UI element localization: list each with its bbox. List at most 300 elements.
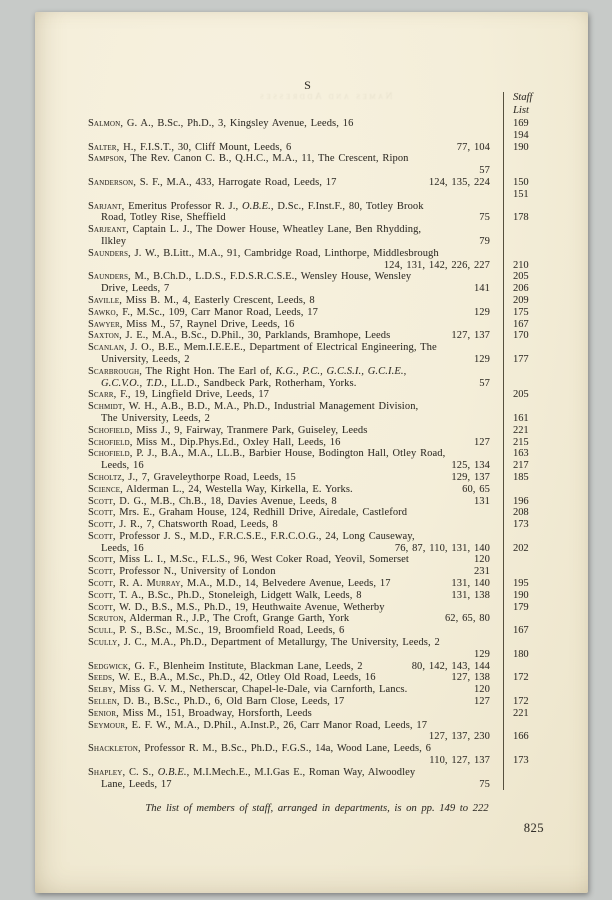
entry-main [88, 165, 490, 177]
entry-staff-list-number: 221 [503, 708, 546, 720]
entry-text-segment: , Miss J., 9, Fairway, Tranmere Park, Guiseley, Leeds [129, 424, 368, 436]
entry-name: Senior [88, 707, 117, 719]
entry-name: Scholtz [88, 471, 122, 483]
entry-name: Schofield [88, 436, 130, 448]
entry-line [88, 708, 546, 720]
entry-line [88, 684, 546, 696]
entry-name: Salter [88, 141, 117, 153]
entry-text-segment: , Alderman L., 24, Westella Way, Kirkella, E. Yorks. [120, 483, 353, 495]
entry-staff-list-number [503, 236, 546, 248]
entry-name: Sarjeant [88, 224, 127, 236]
entry-text-segment: , P. J., B.A., M.A., LL.B., Barbier House, Bodington Hall, Otley Road, [129, 448, 446, 460]
entry-line [88, 401, 546, 413]
entry-line [88, 201, 546, 213]
entry-page-refs: 75 [479, 212, 490, 224]
entry-line [88, 472, 546, 484]
entry-text [88, 578, 391, 590]
entry-staff-list-number: 195 [503, 578, 546, 590]
entry-main [88, 696, 490, 708]
entry-line [88, 720, 546, 732]
entry-staff-list-number: 150 [503, 177, 546, 189]
entry-line [88, 283, 546, 295]
entry-main [88, 354, 490, 366]
entry-line [88, 448, 546, 460]
entry-text-segment: , The Rev. Canon C. B., Q.H.C., M.A., 11, The Crescent, Ripon [124, 153, 409, 165]
entry-page-refs: 141 [473, 283, 490, 295]
entry-text [88, 224, 421, 236]
entry-page-refs: 129 [473, 648, 490, 660]
entry-staff-list-number: 217 [503, 460, 546, 472]
entry-main [88, 437, 490, 449]
entry-staff-list-number: 167 [503, 625, 546, 637]
footer-note: The list of members of staff, arranged in departments, is on pp. 149 to 222 [145, 803, 489, 815]
entry-page-refs [344, 625, 490, 637]
entry-text-segment: , Miss G. V. M., Netherscar, Chapel-le-Dale, via Carnforth, Lancs. [112, 684, 408, 696]
entry-page-refs [439, 248, 490, 260]
column-header-spacer [88, 92, 490, 105]
entry-text-segment: , D. G., M.B., Ch.B., 18, Davies Avenue, Leeds, 8 [112, 495, 337, 507]
entry-main [88, 613, 490, 625]
entry-line [88, 165, 546, 177]
entry-text-segment: , J. E., M.A., B.Sc., D.Phil., 30, Parklands, Bramhope, Leeds [119, 330, 391, 342]
entry-page-refs: 127, 137, 230 [428, 731, 490, 743]
entry-main [88, 590, 490, 602]
entry-main [88, 731, 490, 743]
entry-staff-list-number: 215 [503, 437, 546, 449]
entry-staff-list-number: 208 [503, 507, 546, 519]
entry-line [88, 755, 546, 767]
document-page [35, 12, 588, 893]
entry-line [88, 531, 546, 543]
entry-page-refs [88, 130, 490, 142]
entry-staff-list-number: 173 [503, 755, 546, 767]
entry-text [88, 460, 144, 472]
entry-staff-list-number [503, 378, 546, 390]
entry-text-segment: , R. A. [112, 578, 147, 590]
entry-text [88, 472, 296, 484]
entry-staff-list-number [503, 153, 546, 165]
entry-text [88, 448, 445, 460]
entry-staff-list-number [503, 224, 546, 236]
entry-text [88, 507, 407, 519]
entry-main [88, 248, 490, 260]
entry-name: Sanderson [88, 176, 134, 188]
entry-main [88, 484, 490, 496]
entry-staff-list-number [503, 767, 546, 779]
entry-text-segment: , S. F., M.A., 433, Harrogate Road, Leeds, 17 [133, 176, 337, 188]
entry-staff-list-number: 172 [503, 672, 546, 684]
entry-page-refs [409, 153, 490, 165]
entry-staff-list-number: 209 [503, 295, 546, 307]
entry-line [88, 224, 546, 236]
entry-name: Saville [88, 294, 120, 306]
entry-page-refs: 60, 65 [462, 483, 490, 495]
section-letter: S [304, 78, 312, 92]
entry-main [88, 283, 490, 295]
entry-line [88, 767, 546, 779]
entry-staff-list-number: 185 [503, 472, 546, 484]
entry-lines [88, 118, 546, 790]
entry-text [88, 543, 144, 555]
entry-text [88, 708, 312, 720]
entry-staff-list-number: 167 [503, 319, 546, 331]
entry-text-segment: , J. C., M.A., Ph.D., Department of Metallurgy, The University, Leeds, 2 [117, 637, 440, 649]
entry-line [88, 554, 546, 566]
entry-text-segment: Ilkley [101, 235, 127, 247]
entry-line [88, 248, 546, 260]
entry-main [88, 496, 490, 508]
entry-page-refs: 129 [473, 306, 490, 318]
entry-text-segment: , Captain L. J., The Dower House, Wheatley Lane, Ben Rhydding, [126, 224, 422, 236]
entry-text-segment: , LL.D., Sandbeck Park, Rotherham, Yorks. [164, 377, 357, 389]
entry-staff-list-number: 190 [503, 590, 546, 602]
entry-main [88, 142, 490, 154]
entry-main [88, 578, 490, 590]
entry-name: Salmon [88, 118, 121, 129]
entry-text-segment: , G. F., Blenheim Institute, Blackman Lane, Leeds, 2 [128, 660, 363, 672]
entry-text [88, 696, 344, 708]
entry-page-refs [315, 295, 490, 307]
entry-staff-list-number [503, 248, 546, 260]
entry-text [88, 767, 415, 779]
entry-line [88, 613, 546, 625]
entry-name: Scull [88, 625, 113, 637]
entry-line [88, 425, 546, 437]
entry-staff-list-number [503, 531, 546, 543]
entry-main [88, 118, 490, 130]
entry-text [88, 672, 376, 684]
entry-text [88, 153, 409, 165]
entry-text [88, 283, 169, 295]
entry-line [88, 602, 546, 614]
entry-text [88, 684, 407, 696]
entry-main [88, 472, 490, 484]
entry-text-segment: , W. H., A.B., B.D., M.A., Ph.D., Industrial Management Division, [122, 401, 419, 413]
entry-text [88, 637, 440, 649]
entry-name: Shapley [88, 766, 123, 778]
entry-line [88, 649, 546, 661]
entry-name: Sawko [88, 306, 116, 318]
entry-staff-list-number: 161 [503, 413, 546, 425]
entry-text-segment: , Miss M., 151, Broadway, Horsforth, Leeds [116, 707, 312, 719]
entry-page-refs [418, 401, 490, 413]
entry-main [88, 531, 490, 543]
entry-name: Selby [88, 684, 113, 696]
entry-text-segment: , The Right Hon. The Earl of, [139, 365, 276, 377]
entry-text [88, 590, 362, 602]
entry-line [88, 731, 546, 743]
entry-name: Saxton [88, 330, 120, 342]
entry-staff-list-number: 221 [503, 425, 546, 437]
entry-name: Seymour [88, 719, 126, 731]
entry-page-refs [278, 519, 490, 531]
entry-main [88, 708, 490, 720]
entry-line [88, 330, 546, 342]
entry-page-refs [294, 319, 490, 331]
entry-staff-list-number: 196 [503, 496, 546, 508]
entry-page-refs: 125, 134 [451, 460, 490, 472]
entry-text [88, 484, 353, 496]
entry-text [88, 271, 411, 283]
entry-staff-list-number: 190 [503, 142, 546, 154]
entry-line [88, 543, 546, 555]
entry-line [88, 354, 546, 366]
entry-text-segment: , Miss M., 57, Raynel Drive, Leeds, 16 [119, 318, 295, 330]
entry-staff-list-number: 170 [503, 330, 546, 342]
entry-text-segment: G.C.V.O., T.D. [101, 377, 165, 389]
entry-staff-list-number: 180 [503, 649, 546, 661]
entry-page-refs: 127, 138 [451, 672, 490, 684]
entry-name: Murray [146, 578, 181, 590]
entry-staff-list-number: 169 [503, 118, 546, 130]
entry-text [88, 743, 431, 755]
entry-main [88, 342, 490, 354]
entry-name: Shackleton [88, 743, 138, 755]
entry-text-segment: , P. S., B.Sc., M.Sc., 19, Broomfield Road, Leeds, 6 [112, 625, 345, 637]
column-header-spacer [88, 105, 490, 118]
entry-staff-list-number: 205 [503, 389, 546, 401]
entry-line [88, 484, 546, 496]
entry-page-refs [269, 389, 490, 401]
staff-directory-list [88, 92, 546, 790]
entry-main [88, 389, 490, 401]
entry-main [88, 684, 490, 696]
entry-main [88, 519, 490, 531]
entry-main [88, 201, 490, 213]
entry-line [88, 236, 546, 248]
entry-line [88, 295, 546, 307]
entry-line [88, 496, 546, 508]
entry-main [88, 153, 490, 165]
entry-name: Sawyer [88, 318, 120, 330]
entry-text-segment: , J. O., B.E., Mem.I.E.E.E., Department of Electrical Engineering, The [124, 342, 437, 354]
entry-text [88, 354, 190, 366]
entry-main [88, 307, 490, 319]
entry-page-refs: 129, 137 [451, 471, 490, 483]
entry-main [88, 637, 490, 649]
entry-line [88, 342, 546, 354]
entry-staff-list-number: 163 [503, 448, 546, 460]
entry-page-refs [312, 708, 490, 720]
entry-text [88, 779, 172, 791]
entry-text-segment: , M.I.Mech.E., M.I.Gas E., Roman Way, Alwoodley [186, 766, 416, 778]
entry-text-segment: , Professor J. S., M.D., F.R.C.S.E., F.R.C.O.G., 24, Long Causeway, [112, 530, 415, 542]
entry-line [88, 319, 546, 331]
entry-staff-list-number [503, 342, 546, 354]
entry-line [88, 366, 546, 378]
entry-main [88, 755, 490, 767]
entry-page-refs: 76, 87, 110, 131, 140 [394, 542, 490, 554]
entry-main [88, 672, 490, 684]
entry-name: Sampson [88, 153, 125, 165]
entry-text-segment: Lane, Leeds, 17 [101, 778, 172, 790]
entry-page-refs [210, 413, 490, 425]
entry-main [88, 743, 490, 755]
entry-page-refs: 62, 65, 80 [444, 613, 490, 625]
entry-page-refs [415, 767, 490, 779]
entry-main [88, 130, 490, 142]
entry-name: Scott [88, 554, 113, 566]
entry-main [88, 767, 490, 779]
entry-text-segment: , Miss M., Dip.Phys.Ed., Oxley Hall, Leeds, 16 [129, 436, 341, 448]
entry-main [88, 260, 490, 272]
entry-page-refs: 129 [473, 353, 490, 365]
entry-page-refs [424, 201, 490, 213]
entry-staff-list-number: 206 [503, 283, 546, 295]
entry-text-segment: The University, Leeds, 2 [101, 412, 210, 424]
entry-text-segment: K.G., P.C., G.C.S.I., G.C.I.E., [275, 365, 407, 377]
entry-text [88, 437, 341, 449]
entry-main [88, 448, 490, 460]
entry-name: Saunders [88, 271, 129, 283]
entry-staff-list-number [503, 401, 546, 413]
entry-page-refs [353, 118, 490, 130]
page-content [88, 78, 546, 836]
entry-staff-list-number [503, 779, 546, 791]
entry-text [88, 330, 390, 342]
entry-page-refs [421, 224, 490, 236]
entry-main [88, 295, 490, 307]
entry-line [88, 118, 546, 130]
entry-name: Science [88, 483, 121, 495]
entry-name: Scott [88, 601, 113, 613]
entry-page-refs: 75 [479, 778, 490, 790]
entry-staff-list-number: 177 [503, 354, 546, 366]
entry-line [88, 307, 546, 319]
entry-name: Schofield [88, 448, 130, 460]
entry-text-segment: , Emeritus Professor R. J., [121, 200, 242, 212]
entry-line [88, 578, 546, 590]
entry-line [88, 142, 546, 154]
entry-page-refs: 79 [479, 235, 490, 247]
entry-main [88, 649, 490, 661]
entry-line [88, 779, 546, 791]
entry-text-segment: , C. S., [122, 766, 158, 778]
entry-line [88, 625, 546, 637]
entry-page-refs: 110, 127, 137 [429, 755, 490, 767]
entry-text-segment: , Miss L. I., M.Sc., F.L.S., 96, West Coker Road, Yeovil, Somerset [112, 554, 409, 566]
entry-text [88, 342, 437, 354]
entry-text [88, 401, 418, 413]
entry-text [88, 212, 226, 224]
entry-text-segment: , J. W., B.Litt., M.A., 91, Cambridge Road, Linthorpe, Middlesbrough [128, 247, 439, 259]
entry-main [88, 625, 490, 637]
entry-page-refs: 127 [473, 436, 490, 448]
entry-text [88, 165, 101, 177]
entry-line [88, 177, 546, 189]
entry-text [88, 531, 415, 543]
entry-text-segment: , J. R., 7, Chatsworth Road, Leeds, 8 [112, 519, 278, 531]
entry-staff-list-number: 179 [503, 602, 546, 614]
entry-staff-list-number [503, 637, 546, 649]
entry-text [88, 625, 344, 637]
entry-text [88, 425, 367, 437]
entry-text [88, 177, 336, 189]
entry-main [88, 543, 490, 555]
entry-line [88, 389, 546, 401]
entry-text [88, 413, 210, 425]
entry-staff-list-number: 166 [503, 731, 546, 743]
entry-name: Scott [88, 578, 113, 590]
entry-page-refs: 127, 137 [451, 330, 490, 342]
entry-name: Scruton [88, 613, 124, 625]
entry-name: Scarbrough [88, 365, 140, 377]
entry-text [88, 602, 385, 614]
entry-page-refs: 124, 131, 142, 226, 227 [383, 259, 490, 271]
entry-staff-list-number [503, 554, 546, 566]
entry-text [88, 378, 356, 390]
entry-text-segment: , D.Sc., F.Inst.F., 80, Totley Brook [270, 200, 424, 212]
entry-page-refs [385, 602, 490, 614]
entry-staff-list-number: 151 [503, 189, 546, 201]
entry-name: Scott [88, 589, 113, 601]
entry-main [88, 401, 490, 413]
entry-staff-list-number [503, 613, 546, 625]
entry-page-refs [445, 448, 490, 460]
entry-line [88, 378, 546, 390]
entry-text [88, 307, 318, 319]
entry-main [88, 189, 490, 201]
column-header-row [88, 92, 546, 105]
entry-text-segment: , M., B.Ch.D., L.D.S., F.D.S.R.C.S.E., Wensley House, Wensley [128, 271, 412, 283]
entry-text-segment: , F., 19, Lingfield Drive, Leeds, 17 [113, 389, 270, 401]
entry-name: Saunders [88, 247, 129, 259]
entry-line [88, 637, 546, 649]
entry-text-segment: , F., M.Sc., 109, Carr Manor Road, Leeds, 17 [115, 306, 318, 318]
entry-text [88, 519, 278, 531]
entry-page-refs [367, 425, 490, 437]
entry-text-segment: , Mrs. E., Graham House, 124, Redhill Drive, Airedale, Castleford [112, 507, 408, 519]
entry-text [88, 661, 363, 673]
entry-main [88, 212, 490, 224]
entry-page-refs: 131, 140 [451, 578, 490, 590]
entry-name: Scott [88, 530, 113, 542]
entry-main [88, 319, 490, 331]
entry-line [88, 271, 546, 283]
entry-page-refs [415, 531, 490, 543]
entry-text [88, 613, 349, 625]
entry-line [88, 507, 546, 519]
entry-page-refs [427, 720, 490, 732]
entry-text [88, 201, 424, 213]
entry-page-refs: 77, 104 [456, 141, 490, 153]
entry-main [88, 425, 490, 437]
entry-page-refs: 57 [479, 377, 490, 389]
entry-line [88, 661, 546, 673]
entry-text [88, 142, 291, 154]
entry-page-refs: 57 [479, 165, 490, 177]
entry-page-refs [407, 507, 490, 519]
entry-page-refs: 127 [473, 696, 490, 708]
entry-staff-list-number [503, 366, 546, 378]
entry-text-segment: O.B.E. [157, 766, 187, 778]
entry-text [88, 496, 337, 508]
entry-main [88, 330, 490, 342]
entry-text-segment: , G. A., B.Sc., Ph.D., 3, Kingsley Avenue, Leeds, 16 [120, 118, 354, 129]
entry-text-segment: , E. F. W., M.A., D.Phil., A.Inst.P., 26, Carr Manor Road, Leeds, 17 [125, 719, 428, 731]
entry-staff-list-number [503, 684, 546, 696]
entry-page-refs: 124, 135, 224 [428, 176, 490, 188]
entry-main [88, 460, 490, 472]
entry-name: Scott [88, 566, 113, 578]
entry-staff-list-number: 202 [503, 543, 546, 555]
entry-page-refs: 231 [473, 566, 490, 578]
entry-line [88, 460, 546, 472]
entry-line [88, 437, 546, 449]
entry-staff-list-number [503, 743, 546, 755]
entry-name: Scarr [88, 389, 114, 401]
entry-main [88, 566, 490, 578]
